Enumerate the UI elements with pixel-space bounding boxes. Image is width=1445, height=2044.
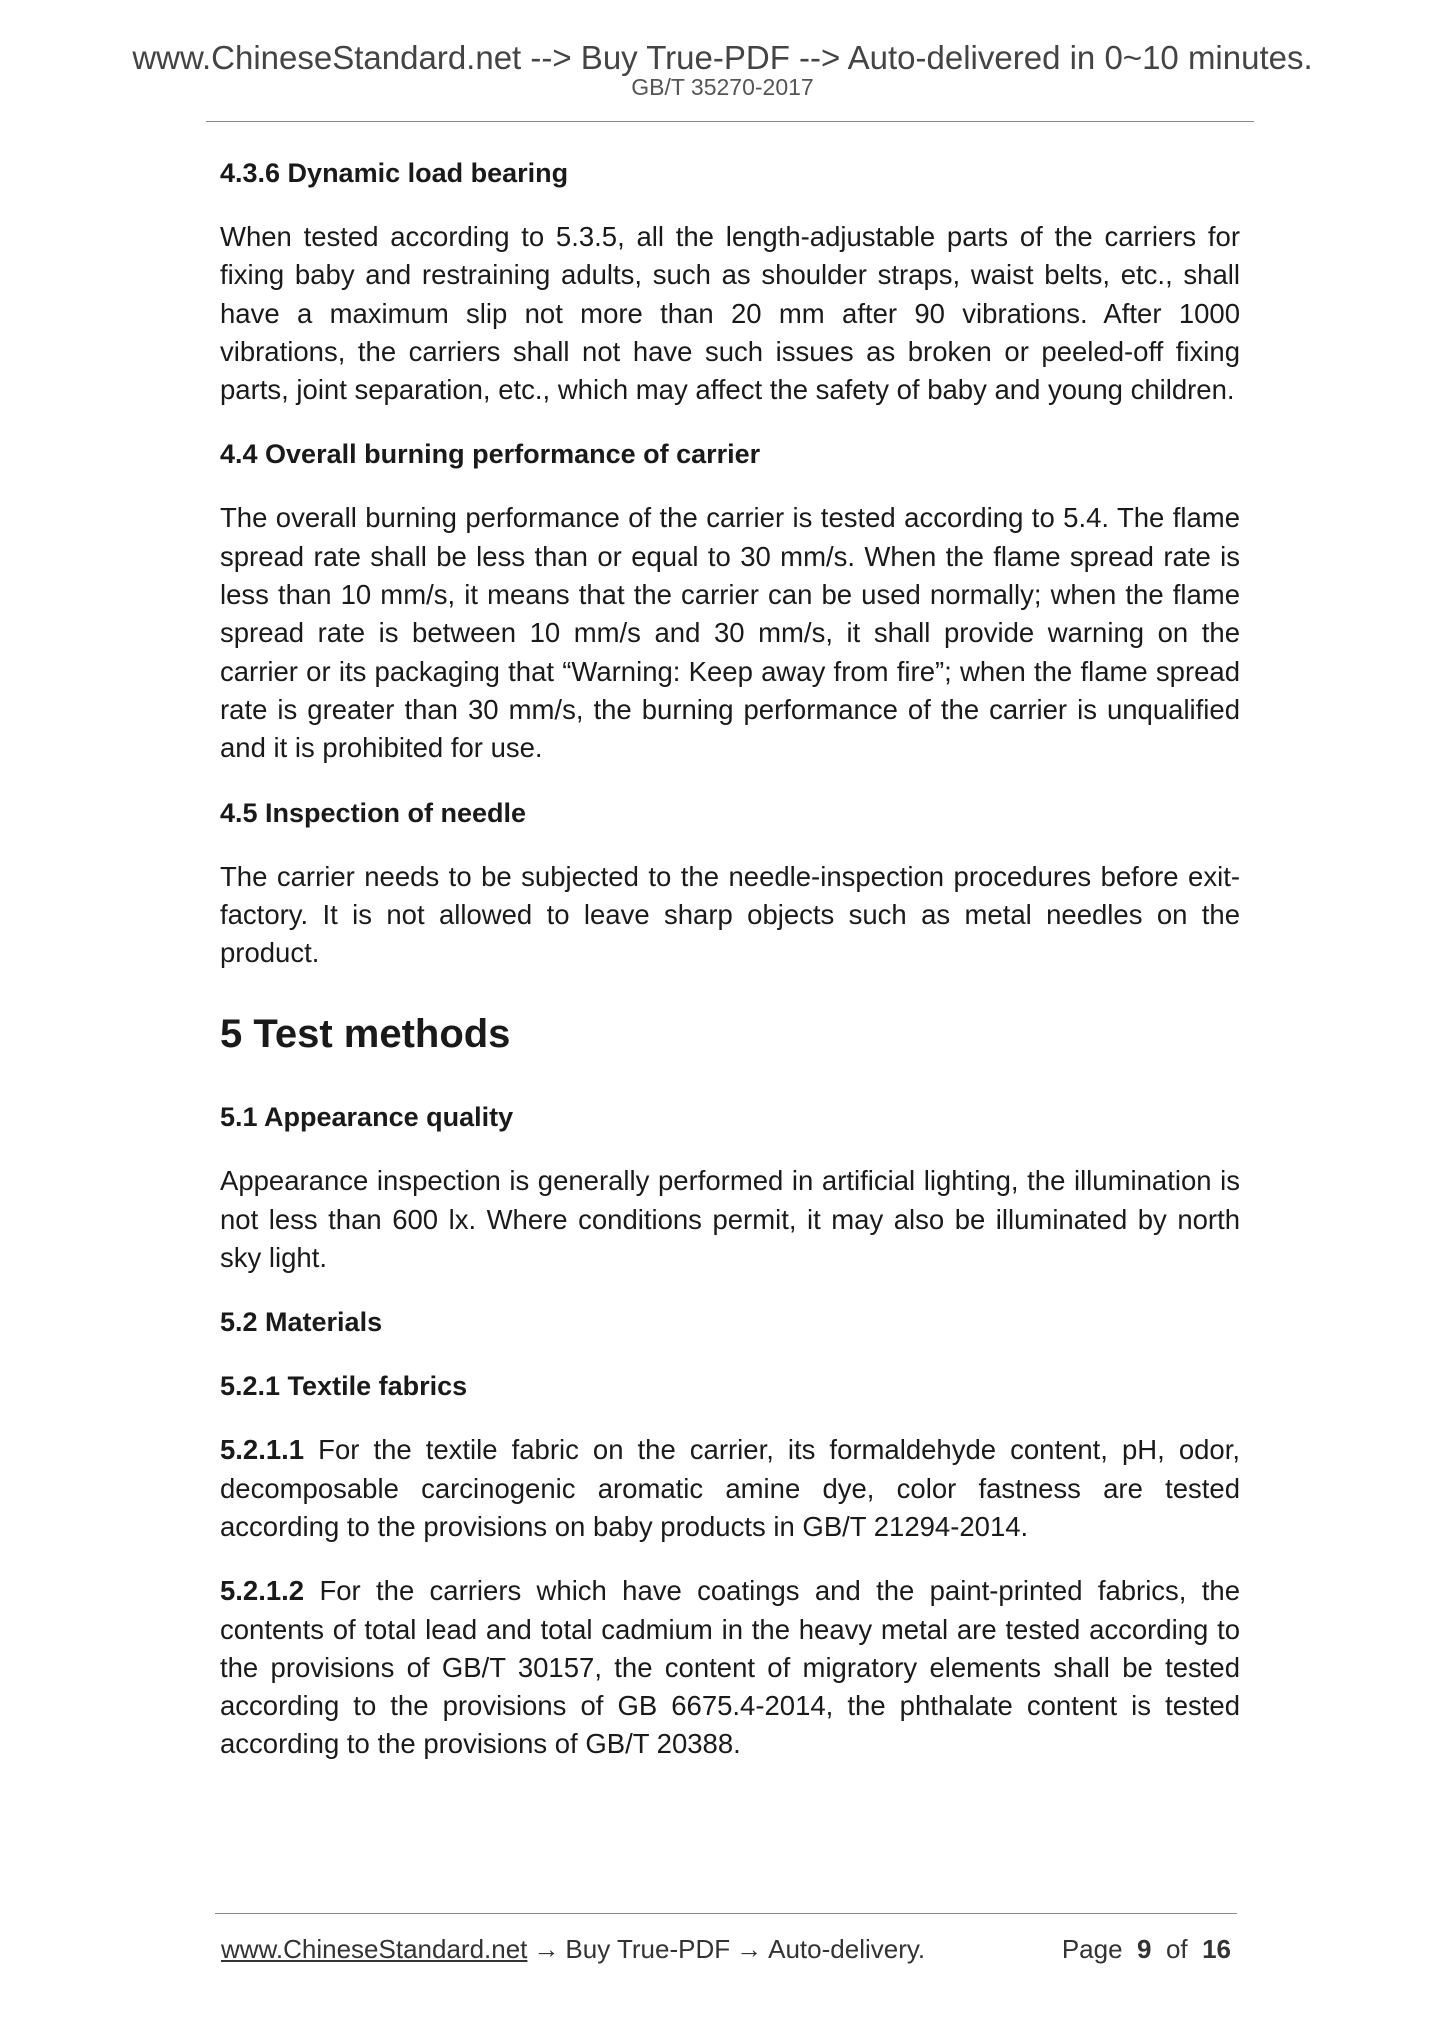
document-body	[220, 154, 1240, 1790]
footer-links	[221, 1932, 925, 1966]
heading-4-5: 4.5 Inspection of needle	[220, 797, 527, 828]
heading-5-2: 5.2 Materials	[220, 1307, 383, 1338]
heading-4-4: 4.4 Overall burning performance of carrier	[220, 439, 761, 470]
arrow-right-icon: →	[736, 1934, 763, 1964]
page-indicator	[1062, 1932, 1231, 1966]
paragraph-4-5: The carrier needs to be subjected to the needle-inspection procedures before exit-factory. It is not allowed to leave sharp objects such as metal needles on the product.	[220, 860, 1240, 969]
clause-number-5-2-1-1: 5.2.1.1	[220, 1434, 305, 1466]
clause-text-5-2-1-1: For the textile fabric on the carrier, its formaldehyde content, pH, odor, decomposable carcinogenic aromatic amine dye, color fastness are tested according to the provisions on baby products in GB/T 21294-2014.	[220, 1434, 1240, 1542]
clause-text-5-2-1-2: For the carriers which have coatings and the paint-printed fabrics, the contents of total lead and total cadmium in the heavy metal are tested according to the provisions of GB/T 30157, the content of migratory elements shall be tested according to the provisions of GB 6675.4-2014, the phthalate content is tested according to the provisions of GB/T 20388.	[220, 1575, 1240, 1760]
paragraph-5-2-1-1	[220, 1431, 1240, 1546]
heading-4-3-6: 4.3.6 Dynamic load bearing	[220, 158, 569, 188]
paragraph-4-3-6: When tested according to 5.3.5, all the length-adjustable parts of the carriers for fixing baby and restraining adults, such as shoulder straps, waist belts, etc., shall have a maximum slip not more than 20 mm after 90 vibrations. After 1000 vibrations, the carriers shall not have such issues as broken or peeled-off fixing parts, joint separation, etc., which may affect the safety of baby and young children.	[220, 221, 1240, 406]
heading-5-1: 5.1 Appearance quality	[220, 1102, 514, 1133]
top-banner: www.ChineseStandard.net --> Buy True-PDF --> Auto-delivered in 0~10 minutes.	[132, 39, 1313, 76]
clause-number-5-2-1-2: 5.2.1.2	[220, 1575, 305, 1607]
standard-code: GB/T 35270-2017	[631, 74, 814, 100]
footer-site-link[interactable]: www.ChineseStandard.net	[221, 1934, 528, 1964]
footer-buy-text: Buy True-PDF	[565, 1934, 731, 1964]
footer-rule	[215, 1913, 1237, 1914]
page-label: Page	[1061, 1934, 1123, 1964]
page-number: 9	[1137, 1934, 1152, 1964]
arrow-right-icon: →	[533, 1934, 560, 1964]
heading-5-2-1: 5.2.1 Textile fabrics	[220, 1371, 468, 1402]
paragraph-5-2-1-2	[220, 1572, 1240, 1763]
footer-delivery-text: Auto-delivery.	[768, 1934, 926, 1964]
paragraph-4-4: The overall burning performance of the carrier is tested according to 5.4. The flame spread rate shall be less than or equal to 30 mm/s. When the flame spread rate is less than 10 mm/s, it means that the carrier can be used normally; when the flame spread rate is between 10 mm/s and 30 mm/s, it shall provide warning on the carrier or its packaging that “Warning: Keep away from fire”; when the flame spread rate is greater than 30 mm/s, the burning performance of the carrier is unqualified and it is prohibited for use.	[220, 502, 1240, 764]
of-label: of	[1165, 1934, 1188, 1964]
page-total: 16	[1202, 1934, 1231, 1964]
heading-5: 5 Test methods	[220, 1012, 511, 1057]
paragraph-5-1: Appearance inspection is generally performed in artificial lighting, the illumination is not less than 600 lx. Where conditions permit, it may also be illuminated by north sky light.	[220, 1165, 1240, 1274]
header-rule	[206, 121, 1254, 122]
